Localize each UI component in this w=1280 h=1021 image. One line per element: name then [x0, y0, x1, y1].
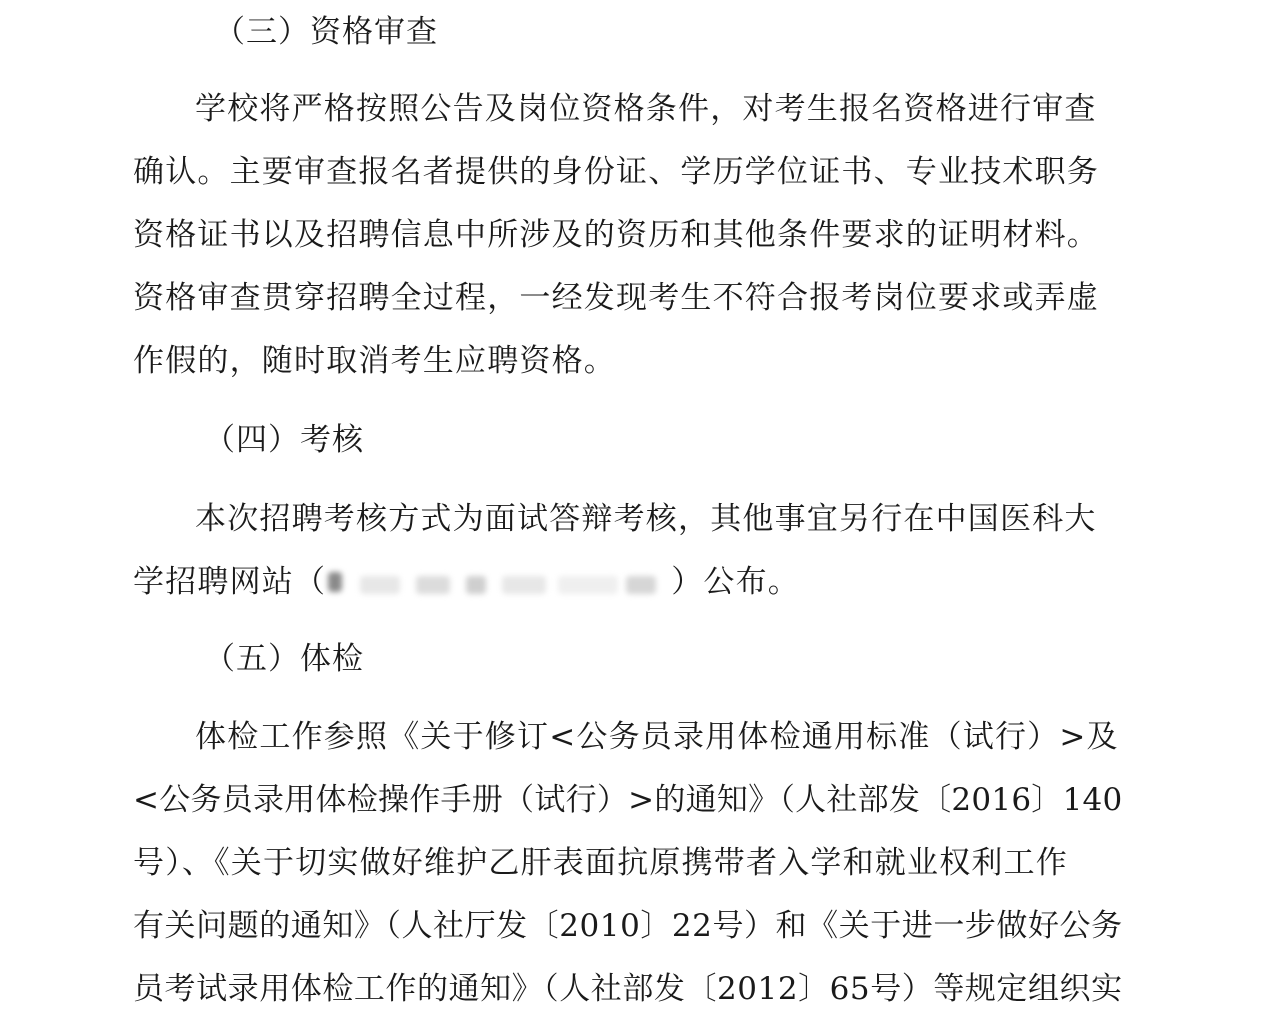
website-suffix-text: ）公布。: [671, 564, 801, 600]
paragraph-line: 员考试录用体检工作的通知》（人社部发〔2012〕65号）等规定组织实: [133, 971, 1123, 1007]
paragraph-physical-exam: [133, 706, 1123, 1021]
paragraph-line: 本次招聘考核方式为面试答辩考核，其他事宜另行在中国医科大: [195, 501, 1097, 537]
section-heading-qualification-review: （三）资格审查: [214, 14, 438, 50]
paragraph-line: 资格审查贯穿招聘全过程，一经发现考生不符合报考岗位要求或弄虚: [133, 280, 1099, 316]
paragraph-line: 确认。主要审查报名者提供的身份证、学历学位证书、专业技术职务: [133, 154, 1099, 190]
section-heading-assessment: （四）考核: [204, 422, 364, 458]
paragraph-line: 学校将严格按照公告及岗位资格条件，对考生报名资格进行审查: [195, 91, 1097, 127]
paragraph-assessment: [133, 488, 1123, 614]
redacted-url: [326, 566, 671, 602]
paragraph-line: 有关问题的通知》（人社厅发〔2010〕22号）和《关于进一步做好公务: [133, 908, 1123, 944]
paragraph-line: <公务员录用体检操作手册（试行）>的通知》（人社部发〔2016〕140: [133, 782, 1123, 818]
website-prefix-text: 学招聘网站（: [133, 564, 327, 600]
paragraph-line: 资格证书以及招聘信息中所涉及的资历和其他条件要求的证明材料。: [133, 217, 1099, 253]
paragraph-line: 作假的，随时取消考生应聘资格。: [133, 343, 616, 379]
section-heading-physical-exam: （五）体检: [204, 641, 364, 677]
paragraph-line: 体检工作参照《关于修订<公务员录用体检通用标准（试行）>及: [195, 719, 1119, 755]
paragraph-line: 号）、《关于切实做好维护乙肝表面抗原携带者入学和就业权利工作: [133, 845, 1068, 881]
paragraph-qualification-review: [133, 78, 1123, 393]
paragraph-line: [133, 551, 1123, 614]
